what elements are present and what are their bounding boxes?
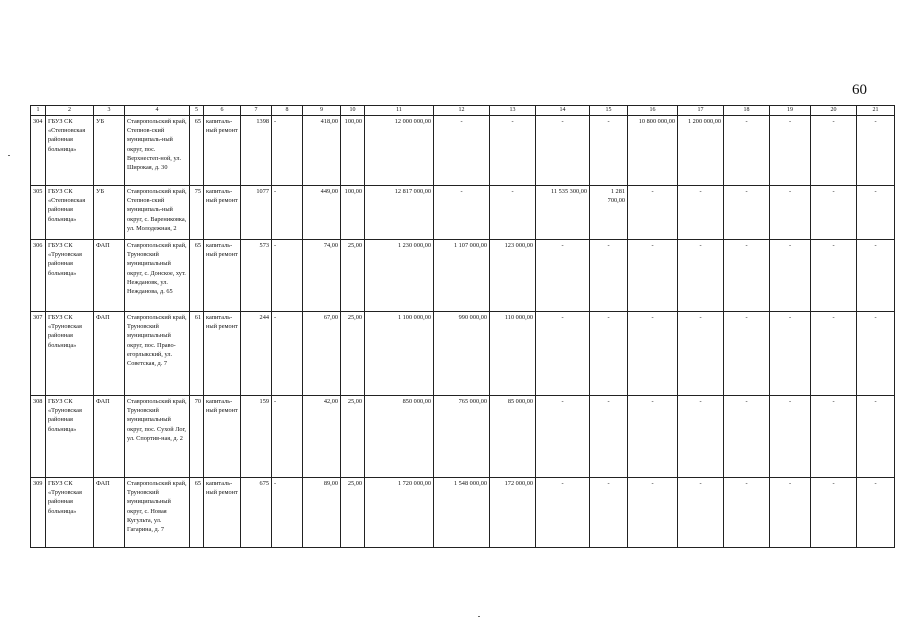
table-cell: ГБУЗ СК «Степновская районная больница»: [46, 116, 94, 186]
table-cell: -: [590, 478, 628, 548]
table-cell: 675: [241, 478, 272, 548]
table-cell: -: [536, 240, 590, 312]
table-cell: 12 000 000,00: [365, 116, 434, 186]
table-cell: 42,00: [303, 396, 341, 478]
table-cell: -: [272, 478, 303, 548]
table-row: [31, 396, 895, 478]
table-cell: -: [811, 312, 857, 396]
table-cell: -: [434, 186, 490, 240]
table-cell: 25,00: [341, 312, 365, 396]
table-cell: 308: [31, 396, 46, 478]
table-cell: -: [628, 240, 678, 312]
table-cell: капиталь-ный ремонт: [204, 396, 241, 478]
table-cell: -: [272, 396, 303, 478]
table-cell: 89,00: [303, 478, 341, 548]
table-cell: -: [678, 396, 724, 478]
table-cell: -: [272, 312, 303, 396]
table-cell: 990 000,00: [434, 312, 490, 396]
table-cell: 1398: [241, 116, 272, 186]
header-cell: 2: [46, 106, 94, 116]
table-cell: -: [628, 478, 678, 548]
table-cell: -: [811, 478, 857, 548]
table-row: [31, 116, 895, 186]
header-cell: 21: [857, 106, 895, 116]
table-row: [31, 240, 895, 312]
table-cell: -: [770, 240, 811, 312]
table-cell: капиталь-ный ремонт: [204, 312, 241, 396]
table-cell: -: [770, 478, 811, 548]
table-cell: ФАП: [94, 396, 125, 478]
table-cell: -: [536, 116, 590, 186]
table-cell: 123 000,00: [490, 240, 536, 312]
header-cell: 10: [341, 106, 365, 116]
table-cell: -: [724, 240, 770, 312]
table-cell: 159: [241, 396, 272, 478]
header-cell: 15: [590, 106, 628, 116]
table-cell: -: [628, 396, 678, 478]
table-cell: 1 100 000,00: [365, 312, 434, 396]
header-cell: 19: [770, 106, 811, 116]
header-cell: 5: [190, 106, 204, 116]
table-cell: 1 720 000,00: [365, 478, 434, 548]
table-cell: Ставропольский край, Степнов-ский муниципаль-ный округ, пос. Верхнестеп-ной, ул. Широкая, д. 30: [125, 116, 190, 186]
header-row: [31, 106, 895, 116]
table-cell: -: [590, 312, 628, 396]
table-cell: -: [272, 116, 303, 186]
table-cell: -: [536, 478, 590, 548]
table-cell: 25,00: [341, 240, 365, 312]
table-cell: -: [724, 116, 770, 186]
table-cell: -: [272, 240, 303, 312]
scan-speck: [8, 155, 10, 156]
scan-speck: [478, 616, 480, 617]
table-cell: -: [770, 312, 811, 396]
table-cell: -: [678, 240, 724, 312]
table-cell: 418,00: [303, 116, 341, 186]
table-cell: ГБУЗ СК «Степновская районная больница»: [46, 186, 94, 240]
table-cell: -: [811, 116, 857, 186]
table-cell: -: [811, 396, 857, 478]
register-table: [30, 105, 895, 548]
table-cell: 305: [31, 186, 46, 240]
table-cell: 307: [31, 312, 46, 396]
table-cell: капиталь-ный ремонт: [204, 186, 241, 240]
table-cell: 10 800 000,00: [628, 116, 678, 186]
table-cell: -: [857, 186, 895, 240]
table-cell: 306: [31, 240, 46, 312]
table-cell: ГБУЗ СК «Труновская районная больница»: [46, 240, 94, 312]
header-cell: 6: [204, 106, 241, 116]
table-cell: 244: [241, 312, 272, 396]
table-row: [31, 478, 895, 548]
header-cell: 7: [241, 106, 272, 116]
table-cell: -: [770, 396, 811, 478]
table-cell: 309: [31, 478, 46, 548]
table-cell: -: [770, 116, 811, 186]
table-cell: 172 000,00: [490, 478, 536, 548]
table-cell: ГБУЗ СК «Труновская районная больница»: [46, 396, 94, 478]
table-cell: 70: [190, 396, 204, 478]
table-cell: -: [678, 186, 724, 240]
table-cell: капиталь-ный ремонт: [204, 240, 241, 312]
table-row: [31, 312, 895, 396]
table-cell: -: [272, 186, 303, 240]
table-cell: -: [490, 186, 536, 240]
table-cell: 67,00: [303, 312, 341, 396]
table-cell: 25,00: [341, 396, 365, 478]
table-cell: ГБУЗ СК «Труновская районная больница»: [46, 312, 94, 396]
table-cell: 1 230 000,00: [365, 240, 434, 312]
table-cell: капиталь-ный ремонт: [204, 478, 241, 548]
table-cell: -: [857, 312, 895, 396]
table-cell: Ставропольский край, Труновский муниципальный округ, с. Новая Кугульта, ул. Гагарина, д. 7: [125, 478, 190, 548]
table-cell: Ставропольский край, Труновский муниципальный округ, с. Донское, хут. Неждановк, ул. Нежданова, д. 65: [125, 240, 190, 312]
header-cell: 11: [365, 106, 434, 116]
header-cell: 18: [724, 106, 770, 116]
table-cell: 65: [190, 116, 204, 186]
header-cell: 9: [303, 106, 341, 116]
table-cell: -: [628, 312, 678, 396]
table-cell: -: [678, 478, 724, 548]
header-cell: 4: [125, 106, 190, 116]
table-cell: капиталь-ный ремонт: [204, 116, 241, 186]
table-row: [31, 186, 895, 240]
header-cell: 20: [811, 106, 857, 116]
header-cell: 8: [272, 106, 303, 116]
table-cell: -: [724, 312, 770, 396]
table-cell: 1 200 000,00: [678, 116, 724, 186]
table-cell: ФАП: [94, 240, 125, 312]
table-cell: -: [536, 312, 590, 396]
table-cell: 100,00: [341, 116, 365, 186]
table-cell: -: [434, 116, 490, 186]
table-cell: -: [724, 478, 770, 548]
table-cell: -: [857, 478, 895, 548]
header-cell: 1: [31, 106, 46, 116]
header-cell: 16: [628, 106, 678, 116]
header-cell: 3: [94, 106, 125, 116]
table-cell: 1077: [241, 186, 272, 240]
table-cell: -: [857, 396, 895, 478]
table-cell: ФАП: [94, 312, 125, 396]
table-cell: -: [811, 186, 857, 240]
header-cell: 17: [678, 106, 724, 116]
table-cell: 61: [190, 312, 204, 396]
table-cell: -: [678, 312, 724, 396]
table-cell: УБ: [94, 116, 125, 186]
header-cell: 13: [490, 106, 536, 116]
table-cell: -: [724, 186, 770, 240]
table-cell: 573: [241, 240, 272, 312]
table-cell: 75: [190, 186, 204, 240]
table-cell: -: [490, 116, 536, 186]
table-cell: 304: [31, 116, 46, 186]
table-cell: -: [724, 396, 770, 478]
table-cell: 765 000,00: [434, 396, 490, 478]
table-cell: 449,00: [303, 186, 341, 240]
header-cell: 12: [434, 106, 490, 116]
table-cell: ГБУЗ СК «Труновская районная больница»: [46, 478, 94, 548]
table-cell: 850 000,00: [365, 396, 434, 478]
table-cell: 11 535 300,00: [536, 186, 590, 240]
table-cell: 65: [190, 478, 204, 548]
table-cell: -: [590, 240, 628, 312]
table-cell: -: [811, 240, 857, 312]
table-cell: ФАП: [94, 478, 125, 548]
table-cell: УБ: [94, 186, 125, 240]
table-cell: 1 548 000,00: [434, 478, 490, 548]
header-cell: 14: [536, 106, 590, 116]
table-cell: 110 000,00: [490, 312, 536, 396]
table-cell: 85 000,00: [490, 396, 536, 478]
table-cell: 1 107 000,00: [434, 240, 490, 312]
table-cell: -: [590, 396, 628, 478]
table-cell: 74,00: [303, 240, 341, 312]
table-cell: Ставропольский край, Труновский муниципальный округ, пос. Сухой Лог, ул. Спортив-ная, д. 2: [125, 396, 190, 478]
table-cell: -: [590, 116, 628, 186]
table-cell: Ставропольский край, Труновский муниципальный округ, пос. Право-егорлыкский, ул. Советская, д. 7: [125, 312, 190, 396]
table-cell: 100,00: [341, 186, 365, 240]
page-number: 60: [852, 82, 867, 98]
table-cell: -: [628, 186, 678, 240]
table-cell: -: [770, 186, 811, 240]
table-cell: 25,00: [341, 478, 365, 548]
table-cell: -: [857, 240, 895, 312]
table-cell: 1 281 700,00: [590, 186, 628, 240]
table-cell: Ставропольский край, Степнов-ский муниципаль-ный округ, с. Варениковка, ул. Молодежная, 2: [125, 186, 190, 240]
table-cell: 65: [190, 240, 204, 312]
table-cell: 12 817 000,00: [365, 186, 434, 240]
table-cell: -: [536, 396, 590, 478]
table-cell: -: [857, 116, 895, 186]
